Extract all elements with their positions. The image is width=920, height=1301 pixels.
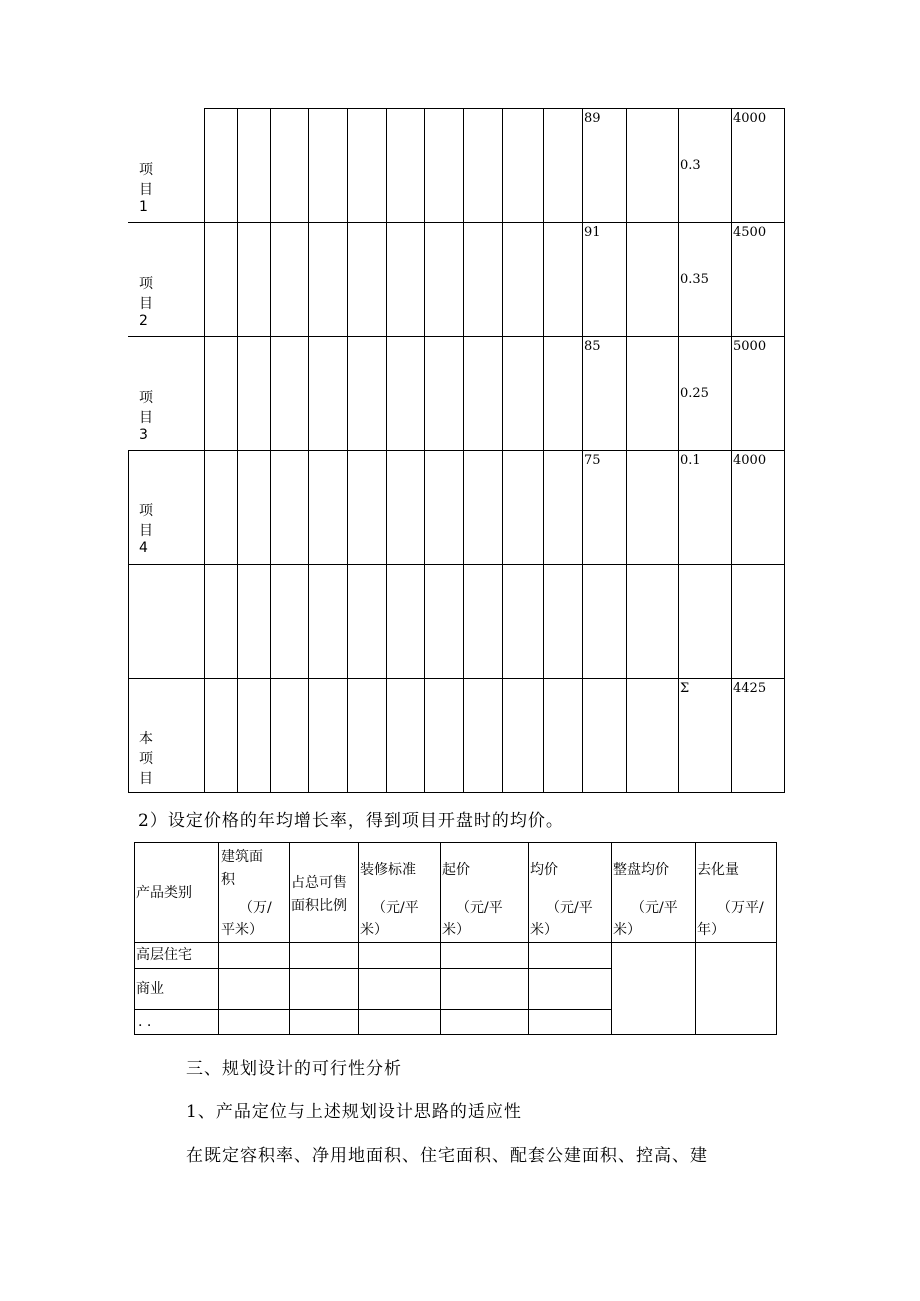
section-heading: 三、规划设计的可行性分析 (186, 1059, 402, 1079)
header-avg-price-unit: （元/平 (546, 900, 593, 916)
product-pricing-table (134, 842, 777, 1035)
table-border (528, 842, 529, 1035)
weight-value: 0.35 (680, 272, 709, 287)
row-label: 项目2 (139, 276, 153, 329)
table-border (776, 842, 777, 1035)
table-border (386, 108, 387, 792)
table-border (128, 450, 785, 451)
weight-value: 0.1 (680, 453, 701, 468)
table-border (134, 842, 135, 1035)
step-2-text: 2）设定价格的年均增长率，得到项目开盘时的均价。 (138, 811, 564, 831)
table-border (678, 108, 679, 792)
header-decoration: 装修标准 (360, 862, 416, 878)
table-border (237, 108, 238, 792)
table-border (134, 842, 777, 843)
row-label: 项目4 (139, 503, 153, 556)
table-border (440, 842, 441, 1035)
table-border (134, 942, 777, 943)
table-border (128, 792, 785, 793)
price-value: 4000 (733, 111, 767, 126)
row-label: 项目3 (139, 390, 153, 443)
body-text: 在既定容积率、净用地面积、住宅面积、配套公建面积、控高、建 (186, 1146, 708, 1166)
header-area-unit: 平米） (221, 922, 263, 938)
table-border (308, 108, 309, 792)
table-border (134, 1009, 611, 1010)
table-border (626, 108, 627, 792)
header-decoration-unit: 米） (360, 922, 388, 938)
score-value: 89 (584, 111, 601, 126)
header-category: 产品类别 (136, 885, 192, 901)
header-start-price-unit: 米） (442, 922, 470, 938)
row-label: 本项目 (139, 731, 153, 787)
header-area: 建筑面 (221, 849, 263, 865)
table-border (582, 108, 583, 792)
table-border (270, 108, 271, 792)
header-ratio: 占总可售 (291, 875, 347, 891)
table-border (424, 108, 425, 792)
header-avg-price-unit: 米） (530, 922, 558, 938)
header-whole-avg-unit: （元/平 (631, 900, 678, 916)
header-area: 积 (221, 872, 235, 888)
table-border (128, 678, 785, 679)
table-border (128, 336, 785, 337)
table-border (134, 1034, 777, 1035)
score-value: 75 (584, 453, 601, 468)
table-border (347, 108, 348, 792)
table-border (731, 108, 732, 792)
row-category: 商业 (136, 981, 164, 997)
header-whole-avg-unit: 米） (613, 922, 641, 938)
price-value: 5000 (733, 339, 767, 354)
header-avg-price: 均价 (530, 862, 558, 878)
table-border (128, 450, 129, 792)
table-border (218, 842, 219, 1035)
table-border (134, 968, 611, 969)
header-decoration-unit: （元/平 (372, 900, 419, 916)
table-border (204, 108, 785, 109)
table-border (204, 108, 205, 792)
score-value: 85 (584, 339, 601, 354)
table-border (463, 108, 464, 792)
price-value: 4500 (733, 225, 767, 240)
row-category: . . (138, 1014, 152, 1030)
table-border (502, 108, 503, 792)
row-label: 项目1 (139, 162, 153, 215)
table-border (784, 108, 785, 792)
header-area-unit: （万/ (239, 900, 272, 916)
header-absorption-unit: （万平/ (717, 900, 764, 916)
price-value: 4000 (733, 453, 767, 468)
table-border (289, 842, 290, 1035)
header-absorption: 去化量 (697, 862, 739, 878)
header-ratio: 面积比例 (291, 898, 347, 914)
price-value: 4425 (733, 681, 767, 696)
table-border (358, 842, 359, 1035)
header-whole-avg: 整盘均价 (613, 862, 669, 878)
score-value: 91 (584, 225, 601, 240)
weight-value: 0.3 (680, 158, 701, 173)
weight-value: 0.25 (680, 386, 709, 401)
header-start-price: 起价 (442, 862, 470, 878)
table-border (128, 222, 785, 223)
table-border (543, 108, 544, 792)
row-category: 高层住宅 (136, 947, 192, 963)
subsection-heading: 1、产品定位与上述规划设计思路的适应性 (186, 1102, 522, 1122)
header-start-price-unit: （元/平 (456, 900, 503, 916)
table-border (611, 842, 612, 1035)
table-border (695, 842, 696, 1035)
header-absorption-unit: 年） (697, 922, 725, 938)
table-border (128, 564, 785, 565)
sum-symbol: Σ (680, 681, 690, 696)
